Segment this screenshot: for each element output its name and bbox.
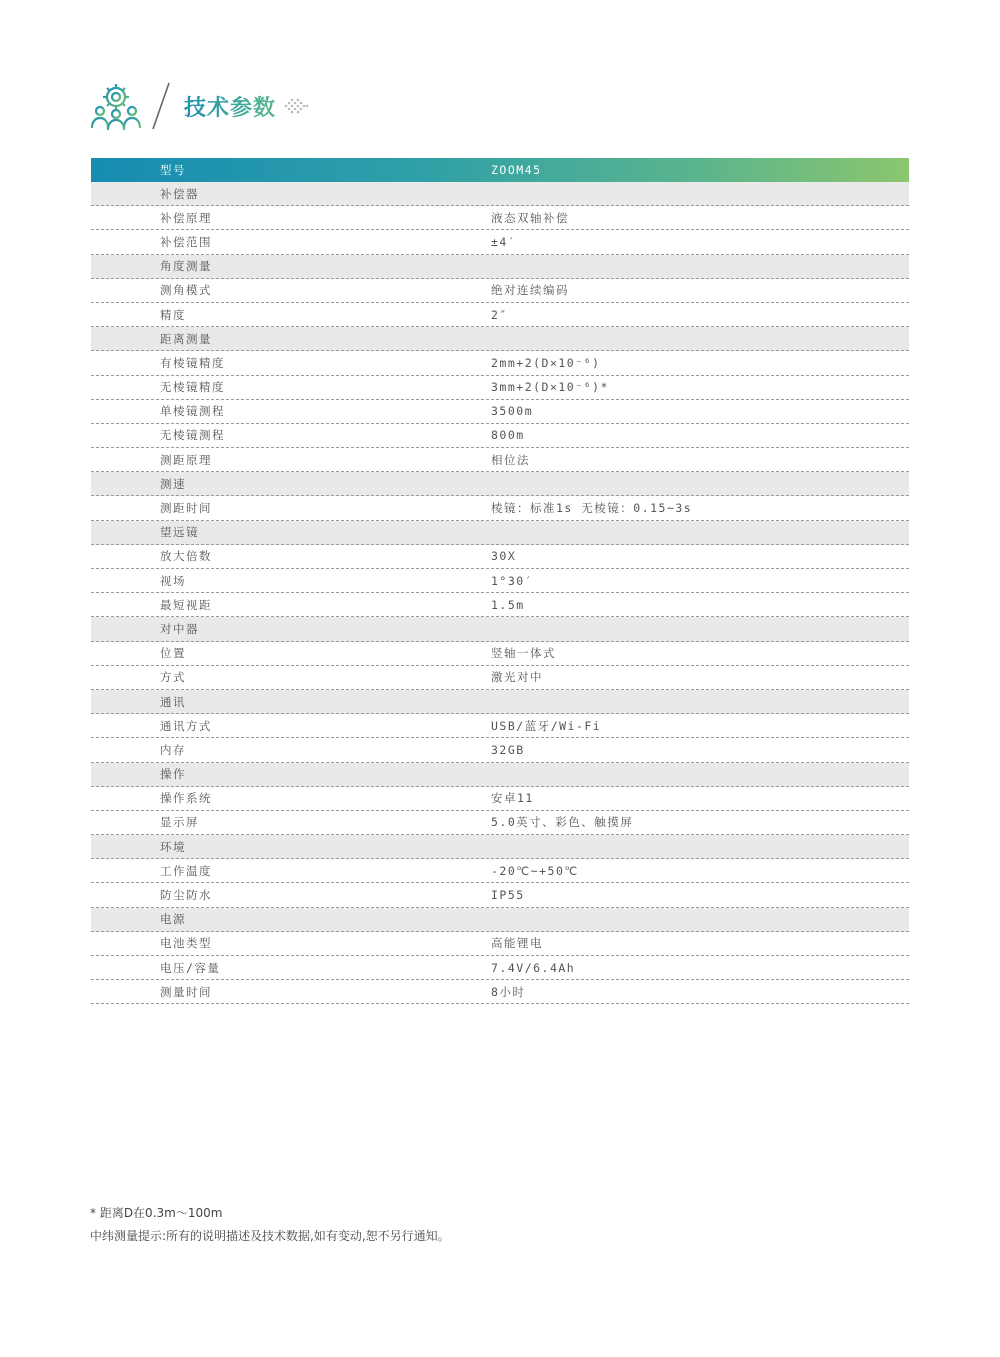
table-row	[91, 545, 909, 569]
row-label: 对中器	[160, 621, 199, 636]
row-value: 激光对中	[491, 670, 543, 685]
table-section-row	[91, 521, 909, 545]
table-row	[91, 956, 909, 980]
table-header-row	[91, 158, 909, 182]
footnotes	[90, 1202, 450, 1248]
table-row	[91, 738, 909, 762]
row-value: 8小时	[491, 984, 526, 999]
row-label: 测量时间	[160, 984, 212, 999]
row-value: 800m	[491, 428, 525, 443]
row-label: 补偿原理	[160, 210, 212, 225]
table-row	[91, 448, 909, 472]
table-row	[91, 569, 909, 593]
table-row	[91, 932, 909, 956]
table-row	[91, 980, 909, 1004]
row-label: 无棱镜精度	[160, 380, 225, 395]
table-row	[91, 303, 909, 327]
row-label: 测速	[160, 476, 186, 491]
row-value: IP55	[491, 888, 525, 903]
row-value: 安卓11	[491, 791, 534, 806]
row-value: 5.0英寸、彩色、触摸屏	[491, 815, 634, 830]
row-label: 视场	[160, 573, 186, 588]
table-row	[91, 400, 909, 424]
row-value: 1°30′	[491, 573, 534, 588]
row-value: 32GB	[491, 742, 525, 757]
row-label: 无棱镜测程	[160, 428, 225, 443]
spec-table	[91, 158, 909, 1004]
row-label: 位置	[160, 646, 186, 661]
row-label: 环境	[160, 839, 186, 854]
page-title: 技术参数	[184, 91, 276, 122]
row-label: 精度	[160, 307, 186, 322]
section-header	[90, 80, 314, 132]
table-row	[91, 883, 909, 907]
row-value: 竖轴一体式	[491, 646, 556, 661]
row-value: 30X	[491, 549, 517, 564]
row-value: 7.4V/6.4Ah	[491, 960, 576, 975]
row-label: 工作温度	[160, 863, 212, 878]
table-row	[91, 787, 909, 811]
row-label: 望远镜	[160, 525, 199, 540]
table-section-row	[91, 835, 909, 859]
row-label: 电池类型	[160, 936, 212, 951]
row-label: 防尘防水	[160, 888, 212, 903]
row-value: USB/蓝牙/Wi-Fi	[491, 718, 602, 733]
row-value: 2″	[491, 307, 508, 322]
table-row	[91, 496, 909, 520]
model-label: 型号	[160, 163, 186, 177]
footnote-disclaimer: 中纬测量提示:所有的说明描述及技术数据,如有变动,恕不另行通知。	[90, 1229, 450, 1243]
table-row	[91, 859, 909, 883]
table-row	[91, 642, 909, 666]
table-row	[91, 593, 909, 617]
row-value: 相位法	[491, 452, 530, 467]
row-label: 单棱镜测程	[160, 404, 225, 419]
row-value: 液态双轴补偿	[491, 210, 569, 225]
table-section-row	[91, 327, 909, 351]
row-value: 绝对连续编码	[491, 283, 569, 298]
row-label: 电源	[160, 912, 186, 927]
row-label: 距离测量	[160, 331, 212, 346]
row-value: 棱镜：标准1s 无棱镜：0.15~3s	[491, 501, 693, 516]
table-section-row	[91, 255, 909, 279]
chevron-arrows-icon	[284, 98, 314, 114]
footnote-distance: * 距离D在0.3m～100m	[90, 1206, 223, 1220]
table-row	[91, 230, 909, 254]
row-label: 方式	[160, 670, 186, 685]
row-label: 电压/容量	[160, 960, 221, 975]
table-section-row	[91, 472, 909, 496]
table-section-row	[91, 763, 909, 787]
row-label: 测角模式	[160, 283, 212, 298]
row-label: 通讯方式	[160, 718, 212, 733]
row-label: 补偿范围	[160, 234, 212, 249]
model-value: ZOOM45	[491, 163, 542, 177]
table-section-row	[91, 690, 909, 714]
row-value: 3mm+2(D×10⁻⁶)*	[491, 380, 609, 395]
row-label: 补偿器	[160, 186, 199, 201]
row-value: ±4′	[491, 234, 517, 249]
row-label: 显示屏	[160, 815, 199, 830]
row-label: 测距原理	[160, 452, 212, 467]
row-value: -20℃~+50℃	[491, 863, 579, 878]
row-value: 1.5m	[491, 597, 525, 612]
table-row	[91, 424, 909, 448]
row-label: 通讯	[160, 694, 186, 709]
row-label: 角度测量	[160, 259, 212, 274]
row-value: 高能锂电	[491, 936, 543, 951]
people-gear-icon	[90, 81, 142, 131]
row-label: 最短视距	[160, 597, 212, 612]
table-section-row	[91, 908, 909, 932]
table-row	[91, 351, 909, 375]
row-value: 3500m	[491, 404, 534, 419]
table-row	[91, 714, 909, 738]
row-label: 有棱镜精度	[160, 355, 225, 370]
table-section-row	[91, 182, 909, 206]
table-row	[91, 376, 909, 400]
divider-slash	[150, 81, 172, 131]
row-label: 操作	[160, 767, 186, 782]
row-label: 测距时间	[160, 501, 212, 516]
table-section-row	[91, 617, 909, 641]
row-label: 操作系统	[160, 791, 212, 806]
table-row	[91, 811, 909, 835]
table-row	[91, 279, 909, 303]
row-label: 放大倍数	[160, 549, 212, 564]
table-row	[91, 666, 909, 690]
row-value: 2mm+2(D×10⁻⁶)	[491, 355, 601, 370]
row-label: 内存	[160, 742, 186, 757]
table-row	[91, 206, 909, 230]
